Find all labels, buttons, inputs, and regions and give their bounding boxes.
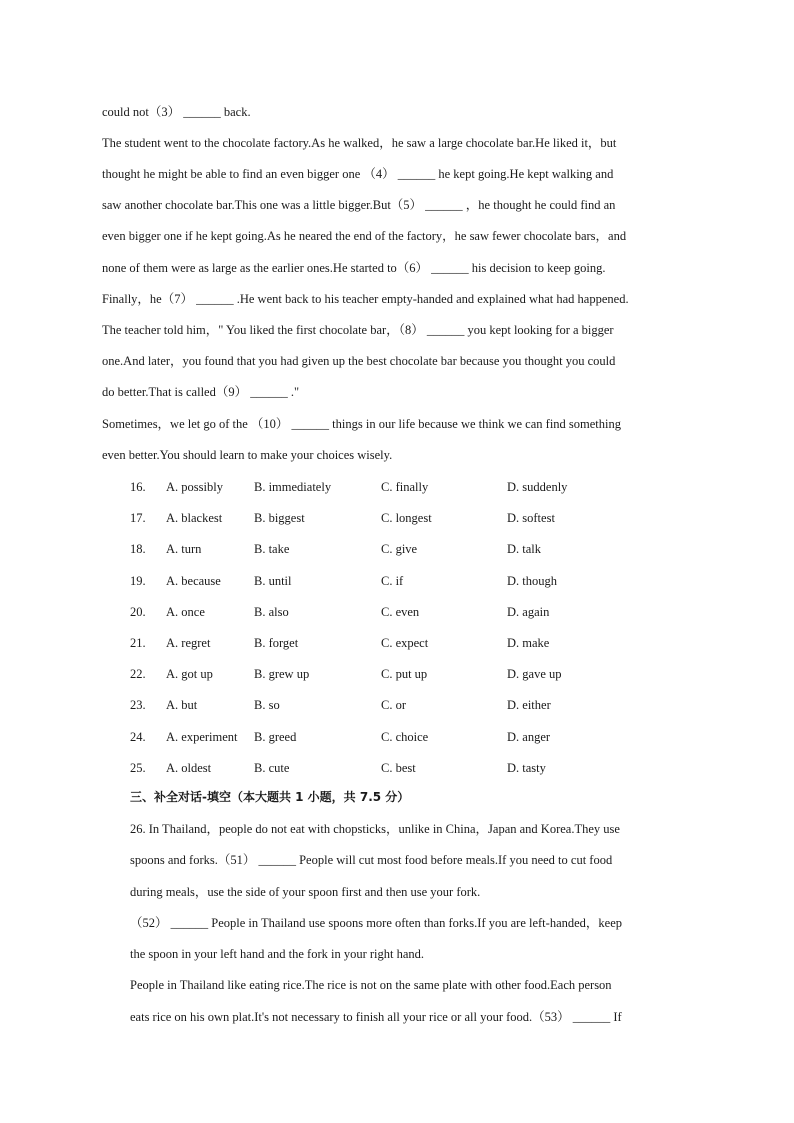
dialogue-line: during meals，use the side of your spoon first and then use your fork.: [130, 885, 481, 899]
question-number: 23.: [130, 698, 146, 712]
option-a[interactable]: A. possibly: [166, 480, 223, 494]
passage-line: do better.That is called（9） ______ .": [102, 385, 300, 399]
option-c[interactable]: C. choice: [381, 730, 429, 744]
option-c[interactable]: C. give: [381, 542, 418, 556]
option-a[interactable]: A. experiment: [166, 730, 238, 744]
question-row: [0, 604, 794, 620]
passage-line: The teacher told him，" You liked the first chocolate bar，（8） ______ you kept looking for a bigger: [102, 323, 614, 337]
option-d[interactable]: D. though: [507, 574, 557, 588]
passage-line: thought he might be able to find an even bigger one （4） ______ he kept going.He kept walking and: [102, 167, 614, 181]
option-a[interactable]: A. because: [166, 574, 221, 588]
question-row: [0, 573, 794, 589]
option-d[interactable]: D. anger: [507, 730, 551, 744]
passage-line: The student went to the chocolate factory.As he walked，he saw a large chocolate bar.He liked it，but: [102, 136, 617, 150]
option-d[interactable]: D. suddenly: [507, 480, 568, 494]
option-d[interactable]: D. again: [507, 605, 550, 619]
option-c[interactable]: C. finally: [381, 480, 429, 494]
dialogue-line: 26. In Thailand，people do not eat with chopsticks，unlike in China，Japan and Korea.They use: [130, 822, 620, 836]
option-b[interactable]: B. immediately: [254, 480, 332, 494]
option-c[interactable]: C. if: [381, 574, 404, 588]
passage-line: even bigger one if he kept going.As he neared the end of the factory，he saw fewer chocolate bars，and: [102, 229, 627, 243]
option-a[interactable]: A. regret: [166, 636, 211, 650]
option-b[interactable]: B. greed: [254, 730, 297, 744]
dialogue-line: eats rice on his own plat.It's not necessary to finish all your rice or all your food.（53） ______ If: [130, 1010, 622, 1024]
option-b[interactable]: B. biggest: [254, 511, 305, 525]
question-number: 16.: [130, 480, 146, 494]
question-number: 22.: [130, 667, 146, 681]
option-d[interactable]: D. softest: [507, 511, 555, 525]
question-number: 25.: [130, 761, 146, 775]
question-row: [0, 697, 794, 713]
question-row: [0, 760, 794, 776]
passage-line: saw another chocolate bar.This one was a little bigger.But（5） ______ ，he thought he could find an: [102, 198, 616, 212]
option-b[interactable]: B. forget: [254, 636, 299, 650]
question-row: [0, 729, 794, 745]
option-c[interactable]: C. or: [381, 698, 406, 712]
question-row: [0, 479, 794, 495]
dialogue-line: People in Thailand like eating rice.The rice is not on the same plate with other food.Each person: [130, 978, 612, 992]
question-row: [0, 666, 794, 682]
option-a[interactable]: A. but: [166, 698, 198, 712]
option-a[interactable]: A. once: [166, 605, 205, 619]
option-c[interactable]: C. put up: [381, 667, 428, 681]
question-number: 19.: [130, 574, 146, 588]
dialogue-line: the spoon in your left hand and the fork in your right hand.: [130, 947, 425, 961]
question-number: 20.: [130, 605, 146, 619]
passage-line: Finally，he（7） ______ .He went back to his teacher empty-handed and explained what had happened.: [102, 292, 629, 306]
option-a[interactable]: A. turn: [166, 542, 202, 556]
option-b[interactable]: B. grew up: [254, 667, 310, 681]
option-d[interactable]: D. make: [507, 636, 550, 650]
dialogue-line: spoons and forks.（51） ______ People will cut most food before meals.If you need to cut food: [130, 853, 613, 867]
option-c[interactable]: C. longest: [381, 511, 432, 525]
option-b[interactable]: B. take: [254, 542, 290, 556]
passage-line: Sometimes，we let go of the （10） ______ things in our life because we think we can find something: [102, 417, 622, 431]
option-c[interactable]: C. even: [381, 605, 420, 619]
question-number: 21.: [130, 636, 146, 650]
option-b[interactable]: B. also: [254, 605, 289, 619]
question-row: [0, 541, 794, 557]
question-row: [0, 635, 794, 651]
option-c[interactable]: C. expect: [381, 636, 429, 650]
option-d[interactable]: D. either: [507, 698, 551, 712]
passage-line: even better.You should learn to make your choices wisely.: [102, 448, 393, 462]
option-c[interactable]: C. best: [381, 761, 416, 775]
option-b[interactable]: B. cute: [254, 761, 290, 775]
option-a[interactable]: A. got up: [166, 667, 213, 681]
question-number: 18.: [130, 542, 146, 556]
question-number: 17.: [130, 511, 146, 525]
dialogue-line: （52） ______ People in Thailand use spoons more often than forks.If you are left-handed，keep: [130, 916, 623, 930]
passage-line: one.And later，you found that you had given up the best chocolate bar because you thought you could: [102, 354, 616, 368]
option-a[interactable]: A. blackest: [166, 511, 223, 525]
section-title: 三、补全对话-填空（本大题共 1 小题，共 7.5 分）: [130, 790, 410, 804]
option-a[interactable]: A. oldest: [166, 761, 212, 775]
passage-line: could not（3） ______ back.: [102, 105, 251, 119]
option-b[interactable]: B. so: [254, 698, 280, 712]
option-d[interactable]: D. tasty: [507, 761, 546, 775]
option-d[interactable]: D. gave up: [507, 667, 562, 681]
question-row: [0, 510, 794, 526]
question-number: 24.: [130, 730, 146, 744]
option-b[interactable]: B. until: [254, 574, 292, 588]
passage-line: none of them were as large as the earlier ones.He started to（6） ______ his decision to keep going.: [102, 261, 606, 275]
option-d[interactable]: D. talk: [507, 542, 542, 556]
